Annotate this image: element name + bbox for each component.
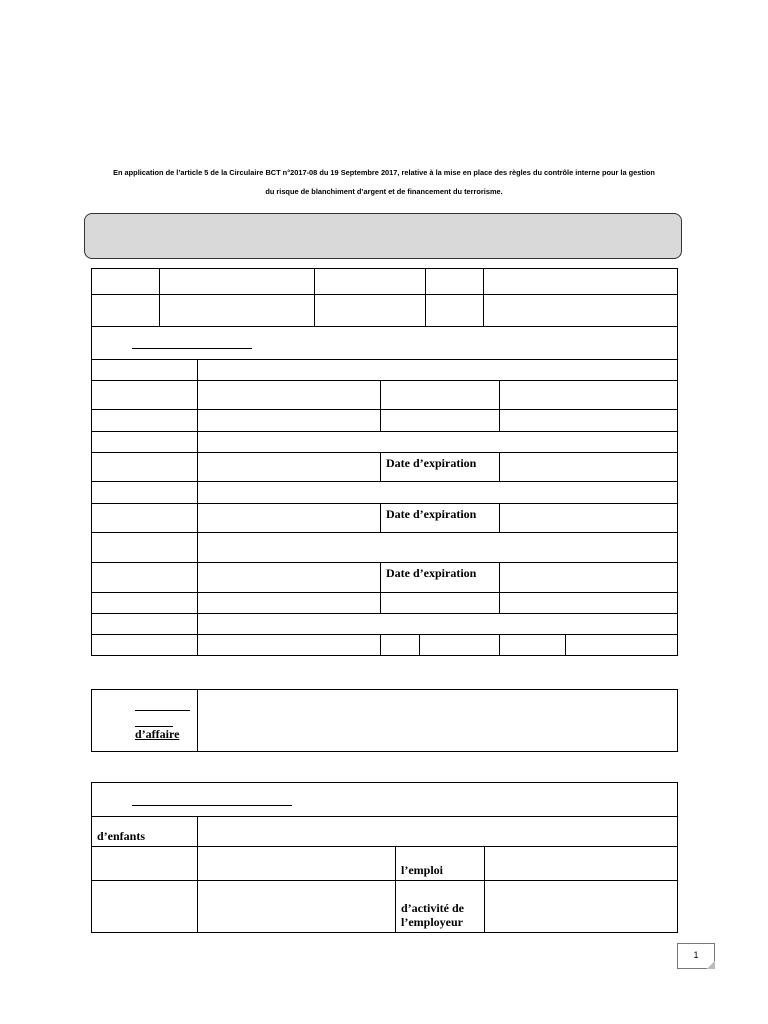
field-label [92,360,198,381]
field-label [92,635,198,656]
employer-activity-value[interactable] [485,881,678,933]
field-value[interactable] [198,432,678,453]
employer-activity-label-line-1: d’activité de [401,901,464,915]
field-value[interactable] [198,847,396,881]
field-value[interactable] [500,410,678,432]
field-value[interactable] [566,635,678,656]
field-label [92,593,198,614]
header-cell[interactable] [484,295,678,327]
expiry-date-label: Date d’expiration [381,504,500,533]
field-label [92,533,198,563]
children-label: d’enfants [92,817,198,847]
children-value[interactable] [198,817,678,847]
field-value[interactable] [198,593,381,614]
employer-activity-label-line-2: l’employeur [401,915,463,929]
field-label [92,614,198,635]
intro-line-1: En application de l’article 5 de la Circulaire BCT n°2017-08 du 19 Septembre 2017, relative à la mise en place des règles du contrôle interne pour la gestion [113,168,655,177]
header-cell[interactable] [92,269,160,295]
header-table [91,268,678,327]
field-value[interactable] [198,410,381,432]
header-cell[interactable] [426,269,484,295]
field-value[interactable] [500,593,678,614]
section-heading-identification [92,327,678,360]
field-value[interactable] [198,482,678,504]
page-number: 1 [677,943,715,969]
section-heading-underline [132,347,252,349]
header-cell[interactable] [315,295,426,327]
header-cell[interactable] [92,295,160,327]
field-value[interactable] [500,381,678,410]
field-value[interactable] [198,635,381,656]
field-label [92,453,198,482]
header-cell[interactable] [484,269,678,295]
expiry-date-value[interactable] [500,504,678,533]
field-value[interactable] [420,635,500,656]
business-value[interactable] [198,690,678,752]
field-label [92,881,198,933]
field-label [92,410,198,432]
intro-paragraph [90,163,678,201]
field-value[interactable] [500,635,566,656]
field-value[interactable] [381,635,420,656]
expiry-date-label: Date d’expiration [381,453,500,482]
employer-activity-label [396,881,485,933]
field-label [92,482,198,504]
field-value[interactable] [198,453,381,482]
section-heading-underline [132,804,292,806]
field-value[interactable] [198,563,381,593]
employment-label: l’emploi [396,847,485,881]
header-cell[interactable] [315,269,426,295]
identification-table [91,326,678,656]
business-label-text: d’affaire [135,727,180,741]
field-value[interactable] [198,360,678,381]
intro-line-2: du risque de blanchiment d’argent et de financement du terrorisme. [265,187,503,196]
business-label-underline [135,710,190,711]
expiry-date-label: Date d’expiration [381,563,500,593]
field-label [92,847,198,881]
header-cell[interactable] [426,295,484,327]
header-cell[interactable] [160,269,315,295]
situation-table [91,782,678,933]
field-value[interactable] [381,593,500,614]
section-heading-situation [92,783,678,817]
field-value[interactable] [381,410,500,432]
field-value[interactable] [198,881,396,933]
header-cell[interactable] [160,295,315,327]
field-label [92,563,198,593]
field-label [92,432,198,453]
field-value[interactable] [381,381,500,410]
business-label-cell [92,690,198,752]
business-table [91,689,678,752]
field-value[interactable] [198,381,381,410]
field-label [92,381,198,410]
field-value[interactable] [198,504,381,533]
form-title-box [84,213,682,259]
field-label [92,504,198,533]
employment-value[interactable] [485,847,678,881]
expiry-date-value[interactable] [500,563,678,593]
expiry-date-value[interactable] [500,453,678,482]
field-value[interactable] [198,614,678,635]
field-value[interactable] [198,533,678,563]
